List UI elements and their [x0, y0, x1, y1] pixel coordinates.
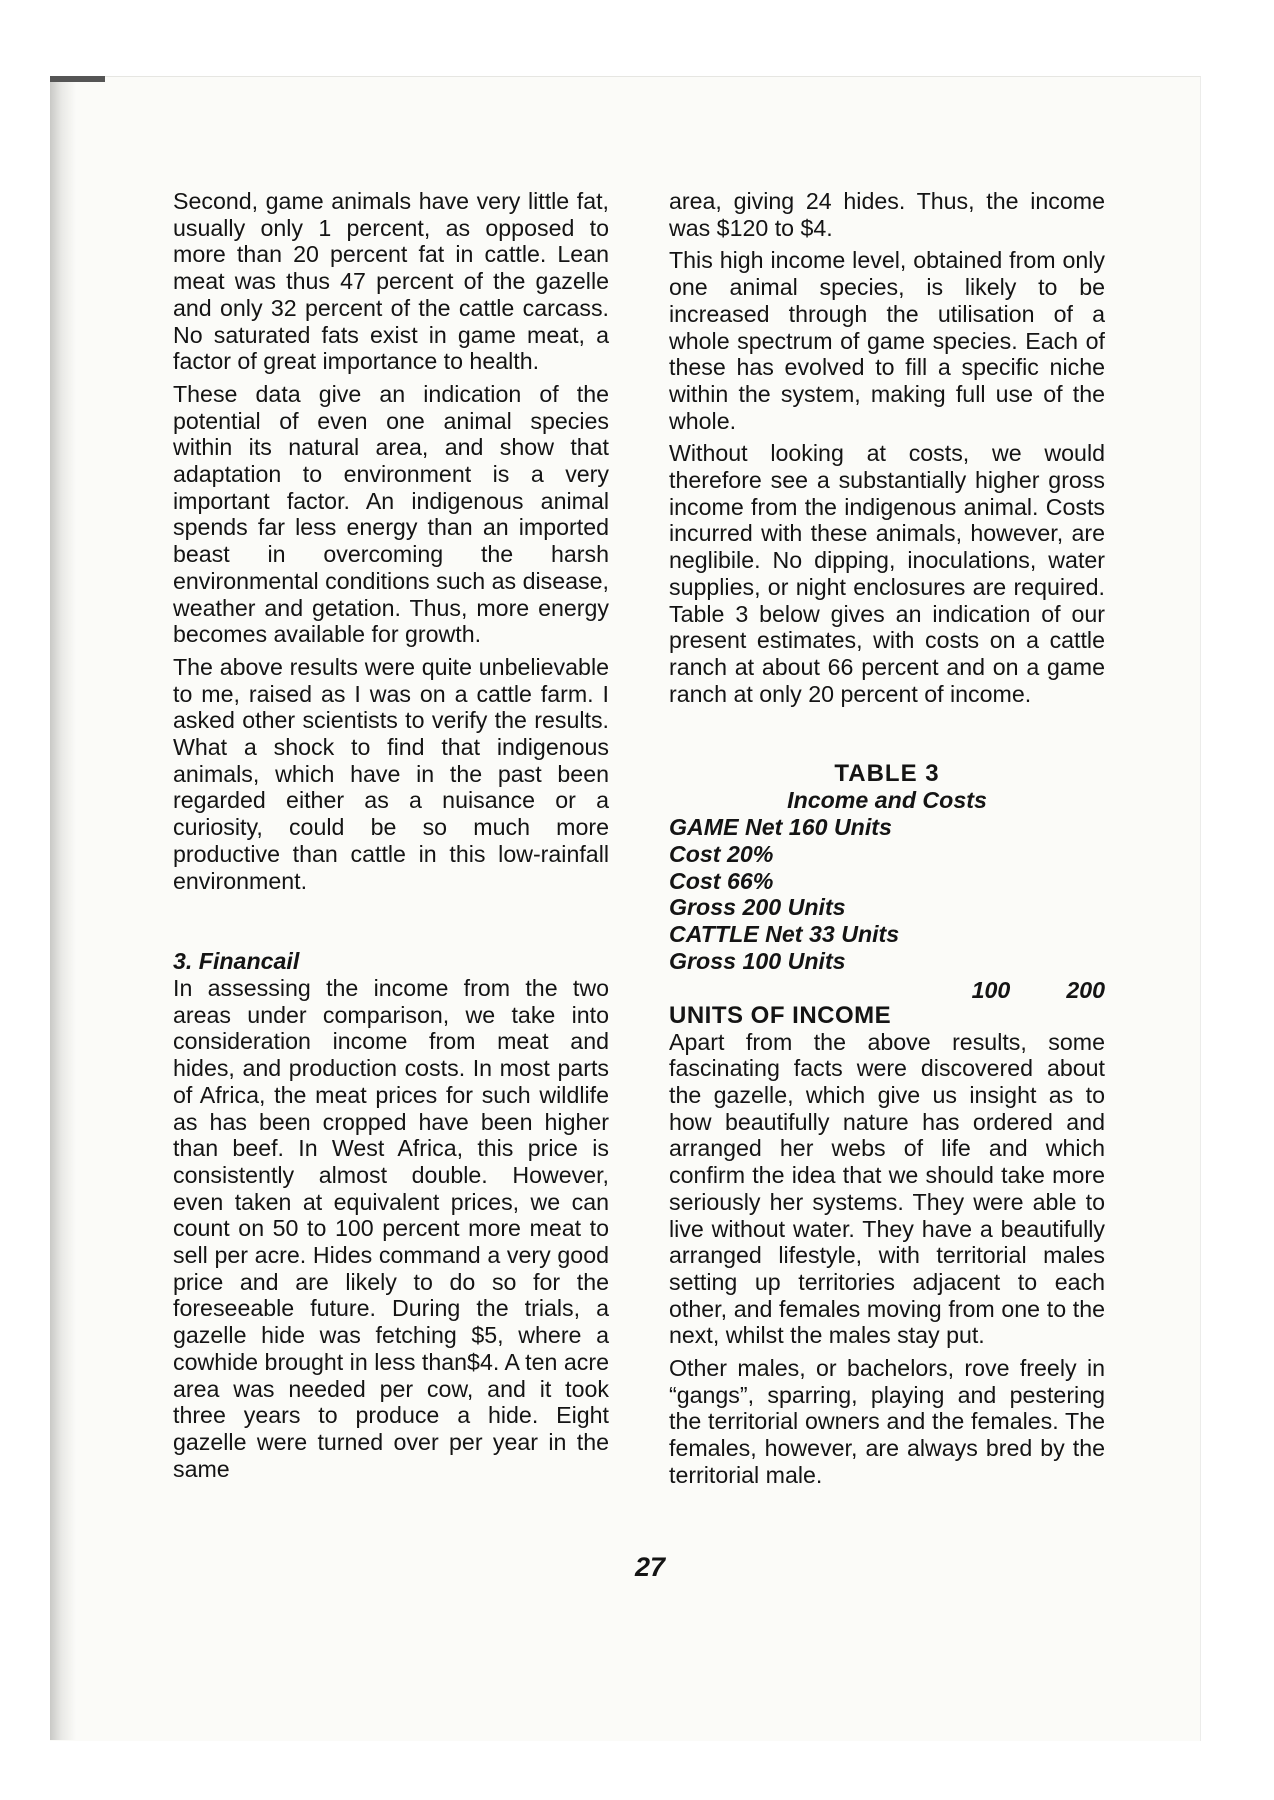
- paragraph-bachelor-males: Other males, or bachelors, rove freely in “gangs”, sparring, playing and pestering the territorial owners and the females. The females, however, are always bred by the territorial male.: [669, 1355, 1105, 1488]
- paragraph-unbelievable-results: The above results were quite unbelievable to me, raised as I was on a cattle farm. I asked other scientists to verify the results. What a shock to find that indigenous animals, which have in the past been regarded either as a nuisance or a curiosity, could be so much more productive than cattle in this low-rainfall environment.: [173, 653, 609, 894]
- table-row-cattle-net: CATTLE Net 33 Units: [669, 921, 900, 948]
- axis-label-units-of-income: UNITS OF INCOME: [669, 1001, 892, 1029]
- table-axis-ticks: [669, 977, 1105, 1003]
- paragraph-hides-income: area, giving 24 hides. Thus, the income was $120 to $4.: [669, 188, 1105, 241]
- right-column: [669, 188, 1105, 1489]
- table-title: TABLE 3: [834, 760, 940, 788]
- scan-corner-mark: [50, 76, 105, 82]
- table-row-game-cost: Cost 20%: [669, 841, 774, 868]
- binding-shadow: [50, 76, 76, 1740]
- paragraph-game-fat: Second, game animals have very little fat, usually only 1 percent, as opposed to more than 20 percent fat in cattle. Lean meat was thus 47 percent of the gazelle and only 32 percent of the cattle carcass. No saturated fats exist in game meat, a factor of great importance to health.: [173, 188, 609, 375]
- paragraph-gazelle-facts: Apart from the above results, some fascinating facts were discovered about the gazelle, which give us insight as to how beautifully nature has ordered and arranged her webs of life and which confirm the idea that we should take more seriously her systems. They were able to live without water. They have a beautifully arranged lifestyle, with territorial males setting up territories adjacent to each other, and females moving from one to the next, whilst the males stay put.: [669, 1028, 1105, 1349]
- paragraph-data-indication: These data give an indication of the potential of even one animal species within its natural area, and show that adaptation to environment is a very important factor. An indigenous animal spends far less energy than an imported beast in overcoming the harsh environmental conditions such as disease, weather and getation. Thus, more energy becomes available for growth.: [173, 380, 609, 648]
- paragraph-high-income: This high income level, obtained from only one animal species, is likely to be increased through the utilisation of a whole spectrum of game species. Each of these has evolved to fill a specific niche within the system, making full use of the whole.: [669, 247, 1105, 434]
- paragraph-costs: Without looking at costs, we would therefore see a substantially higher gross income from the indigenous animal. Costs incurred with these animals, however, are neglibile. No dipping, inoculations, water supplies, or night enclosures are required. Table 3 below gives an indication of our present estimates, with costs on a cattle ranch at about 66 percent and on a game ranch at only 20 percent of income.: [669, 440, 1105, 707]
- table-3: [669, 760, 1105, 1028]
- table-row-cattle-cost: Cost 66%: [669, 867, 774, 894]
- table-subtitle: Income and Costs: [787, 787, 987, 814]
- left-column: [173, 188, 609, 1482]
- paragraph-income-assessment: In assessing the income from the two areas under comparison, we take into consideration income from meat and hides, and production costs. In most parts of Africa, the meat prices for such wildlife as has been cropped have been higher than beef. In West Africa, this price is consistently almost double. However, even taken at equivalent prices, we can count on 50 to 100 percent more meat to sell per acre. Hides command a very good price and are likely to do so for the foreseeable future. During the trials, a gazelle hide was fetching $5, where a cowhide brought in less than$4. A ten acre area was needed per cow, and it took three years to produce a hide. Eight gazelle were turned over per year in the same: [173, 974, 609, 1482]
- axis-tick-100: 100: [971, 976, 1011, 1003]
- page-number: 27: [634, 1552, 666, 1582]
- table-row-cattle-gross: Gross 100 Units: [669, 947, 846, 974]
- axis-tick-200: 200: [1066, 976, 1105, 1003]
- section-heading-financial: 3. Financail: [173, 948, 300, 975]
- table-row-game-gross: Gross 200 Units: [669, 894, 846, 921]
- table-row-game-net: GAME Net 160 Units: [669, 814, 892, 841]
